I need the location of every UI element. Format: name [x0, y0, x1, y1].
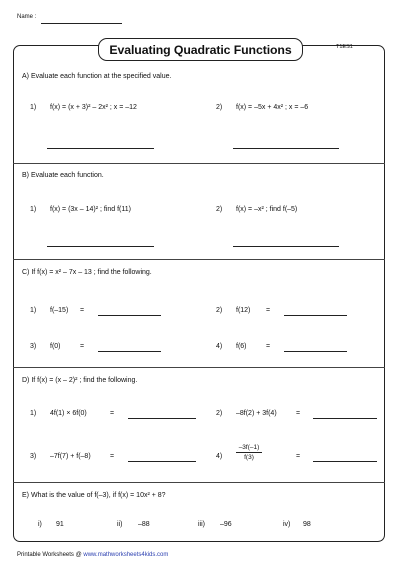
- question-number: 1): [30, 206, 37, 213]
- question-number: 4): [216, 453, 223, 460]
- worksheet-code: T1ES1: [336, 44, 353, 50]
- equals-sign: =: [110, 410, 115, 417]
- answer-line: [128, 461, 196, 462]
- answer-line: [47, 246, 154, 247]
- equals-sign: =: [266, 343, 271, 350]
- question-expression: f(0): [50, 343, 61, 350]
- answer-line: [313, 418, 377, 419]
- answer-line: [284, 351, 347, 352]
- equals-sign: =: [110, 453, 115, 460]
- question-expression: –8f(2) + 3f(4): [236, 410, 277, 417]
- option-number: i): [38, 521, 42, 528]
- question-expression: f(6): [236, 343, 247, 350]
- footer-prefix: Printable Worksheets @: [17, 552, 82, 558]
- question-number: 1): [30, 307, 37, 314]
- question-expression: f(x) = (x + 3)² – 2x² ; x = –12: [50, 104, 137, 111]
- answer-line: [233, 246, 339, 247]
- question-expression: –7f(7) + f(–8): [50, 453, 91, 460]
- question-number: 1): [30, 410, 37, 417]
- answer-line: [47, 148, 154, 149]
- worksheet-frame: [13, 45, 385, 542]
- fraction-numerator: –3f(–1): [236, 444, 262, 453]
- section-a-label: A) Evaluate each function at the specified value.: [22, 73, 172, 80]
- question-expression: f(x) = –x² ; find f(–5): [236, 206, 298, 213]
- section-divider: [13, 367, 385, 368]
- section-divider: [13, 163, 385, 164]
- option-value: –96: [220, 521, 232, 528]
- answer-line: [98, 315, 161, 316]
- question-expression: f(x) = –5x + 4x² ; x = –6: [236, 104, 309, 111]
- section-divider: [13, 259, 385, 260]
- question-expression: f(x) = (3x – 14)² ; find f(11): [50, 206, 131, 213]
- equals-sign: =: [296, 453, 301, 460]
- question-expression: 4f(1) × 6f(0): [50, 410, 87, 417]
- equals-sign: =: [80, 343, 85, 350]
- section-e-label: E) What is the value of f(–3), if f(x) = 10x² + 8?: [22, 492, 166, 499]
- fraction-denominator: f(3): [244, 454, 254, 461]
- footer-url[interactable]: www.mathworksheets4kids.com: [83, 552, 169, 558]
- question-expression: f(12): [236, 307, 251, 314]
- question-expression: f(–15): [50, 307, 69, 314]
- section-divider: [13, 482, 385, 483]
- question-number: 3): [30, 343, 37, 350]
- question-number: 2): [216, 104, 223, 111]
- question-number: 2): [216, 307, 223, 314]
- answer-line: [284, 315, 347, 316]
- answer-line: [313, 461, 377, 462]
- name-line: [41, 23, 122, 24]
- question-number: 2): [216, 410, 223, 417]
- name-label: Name :: [17, 14, 37, 20]
- section-b-label: B) Evaluate each function.: [22, 172, 104, 179]
- footer: [17, 552, 168, 558]
- question-number: 2): [216, 206, 223, 213]
- option-value: 91: [56, 521, 64, 528]
- answer-line: [98, 351, 161, 352]
- option-number: iii): [198, 521, 205, 528]
- option-value: 98: [303, 521, 311, 528]
- section-c-label: C) If f(x) = x² – 7x – 13 ; find the following.: [22, 269, 152, 276]
- question-number: 3): [30, 453, 37, 460]
- answer-line: [233, 148, 339, 149]
- equals-sign: =: [80, 307, 85, 314]
- answer-line: [128, 418, 196, 419]
- fraction-expression: [236, 444, 262, 461]
- option-number: iv): [283, 521, 291, 528]
- equals-sign: =: [296, 410, 301, 417]
- worksheet-title: Evaluating Quadratic Functions: [98, 38, 303, 61]
- section-d-label: D) If f(x) = (x – 2)² ; find the following.: [22, 377, 138, 384]
- option-value: –88: [138, 521, 150, 528]
- question-number: 4): [216, 343, 223, 350]
- equals-sign: =: [266, 307, 271, 314]
- option-number: ii): [117, 521, 123, 528]
- question-number: 1): [30, 104, 37, 111]
